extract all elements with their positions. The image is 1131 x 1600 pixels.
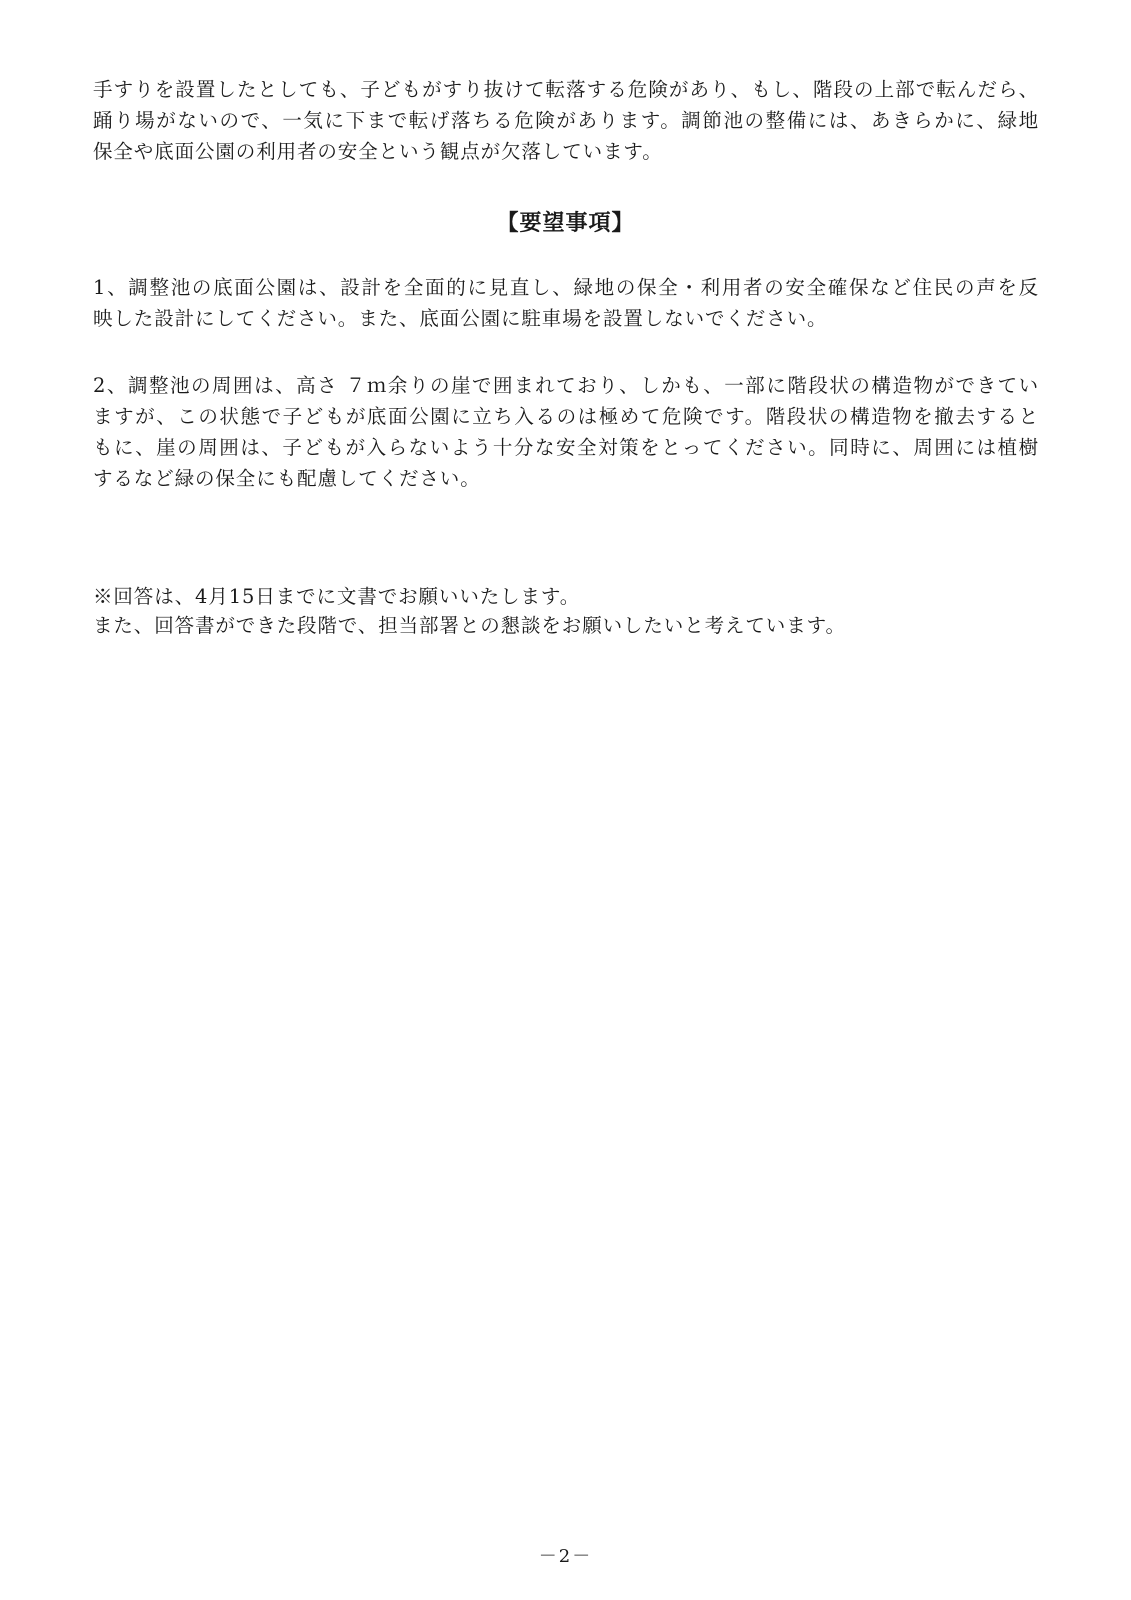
request-2-line-4: するなど緑の保全にも配慮してください。 [93,467,481,490]
intro-line-3: 保全や底面公園の利用者の安全という観点が欠落しています。 [93,140,663,163]
intro-line-1: 手すりを設置したとしても、子どもがすり抜けて転落する危険があり、もし、階段の上部で転んだら、 [93,78,1039,101]
request-2-line-2: ますが、この状態で子どもが底面公園に立ち入るのは極めて危険です。階段状の構造物を撤去すると [93,405,1039,428]
page-number: －2－ [538,1546,593,1567]
request-item-2 [93,370,1039,494]
intro-paragraph [93,74,1039,167]
request-2-line-1: 2、調整池の周囲は、高さ ７ｍ余りの崖で囲まれており、しかも、一部に階段状の構造物ができてい [93,374,1039,397]
reply-note [93,582,1039,640]
intro-line-2: 踊り場がないので、一気に下まで転げ落ちる危険があります。調節池の整備には、あきらかに、緑地 [93,109,1039,132]
note-line-1: ※回答は、4月15日までに文書でお願いいたします。 [93,585,581,608]
section-heading: 【要望事項】 [496,211,635,236]
request-2-line-3: もに、崖の周囲は、子どもが入らないよう十分な安全対策をとってください。同時に、周囲には植樹 [93,436,1039,459]
note-line-2: また、回答書ができた段階で、担当部署との懇談をお願いしたいと考えています。 [93,614,846,637]
request-1-line-2: 映した設計にしてください。また、底面公園に駐車場を設置しないでください。 [93,307,828,330]
request-item-1 [93,272,1039,334]
request-1-line-1: 1、調整池の底面公園は、設計を全面的に見直し、緑地の保全・利用者の安全確保など住民の声を反 [93,276,1039,299]
